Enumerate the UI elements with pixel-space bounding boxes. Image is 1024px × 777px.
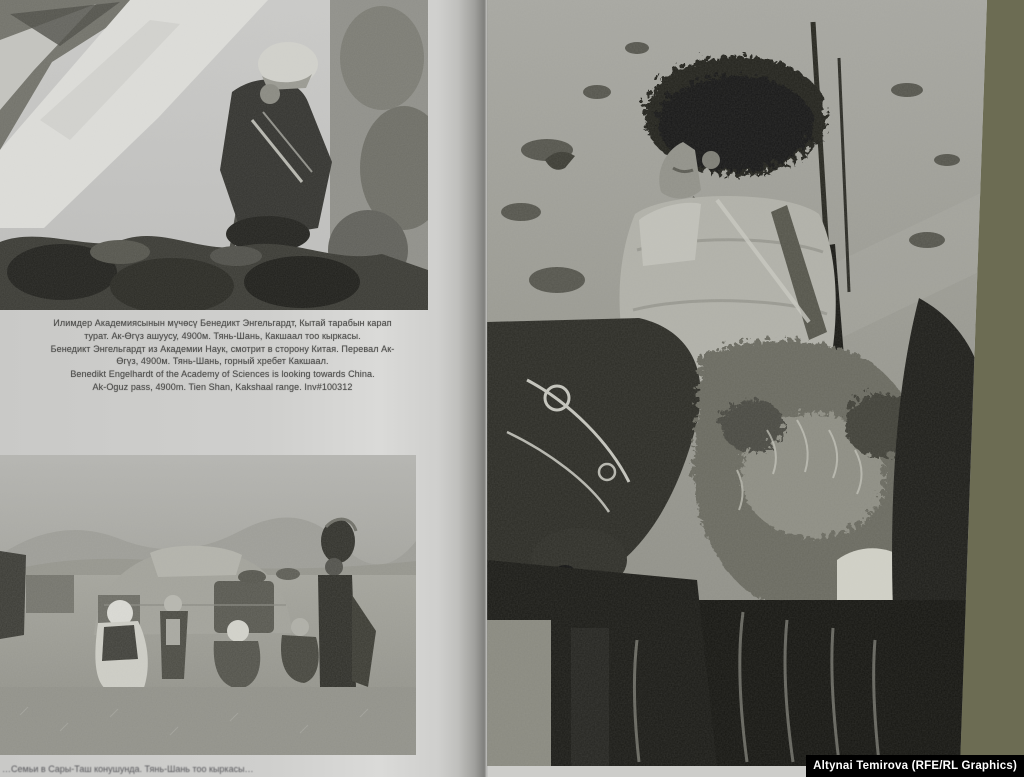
bottom-left-photo-yurt-family-eagle-hunter	[0, 455, 416, 755]
watermark-credit: Altynai Temirova (RFE/RL Graphics)	[806, 755, 1024, 777]
top-photo-caption	[0, 317, 445, 394]
caption-line-russian-1: Бенедикт Энгельгардт из Академии Наук, смотрит в сторону Китая. Перевал Ак-	[50, 343, 395, 354]
right-page	[487, 0, 987, 777]
caption-line-english-1: Benedikt Engelhardt of the Academy of Sciences is looking towards China.	[70, 369, 375, 380]
left-page	[0, 0, 487, 777]
bottom-photo-caption-partial: …Семьи в Сары-Таш конушунда. Тянь-Шань тоо кыркасы…	[2, 764, 254, 774]
caption-line-russian-2: Өгүз, 4900м. Тянь-Шань, горный хребет Какшаал.	[116, 356, 329, 367]
right-photo-hunter-on-horse-with-eagle	[487, 0, 987, 766]
caption-line-kyrgyz-1: Илимдер Академиясынын мүчөсү Бенедикт Энгельгардт, Кытай тарабын карап	[53, 318, 392, 328]
caption-line-english-2: Ak-Oguz pass, 4900m. Tien Shan, Kakshaal range. Inv#100312	[92, 381, 353, 392]
caption-line-kyrgyz-2: турат. Ак-Өгүз ашуусу, 4900м. Тянь-Шань, Какшаал тоо кыркасы.	[84, 330, 361, 341]
top-left-photo-climber-tien-shan	[0, 0, 428, 310]
